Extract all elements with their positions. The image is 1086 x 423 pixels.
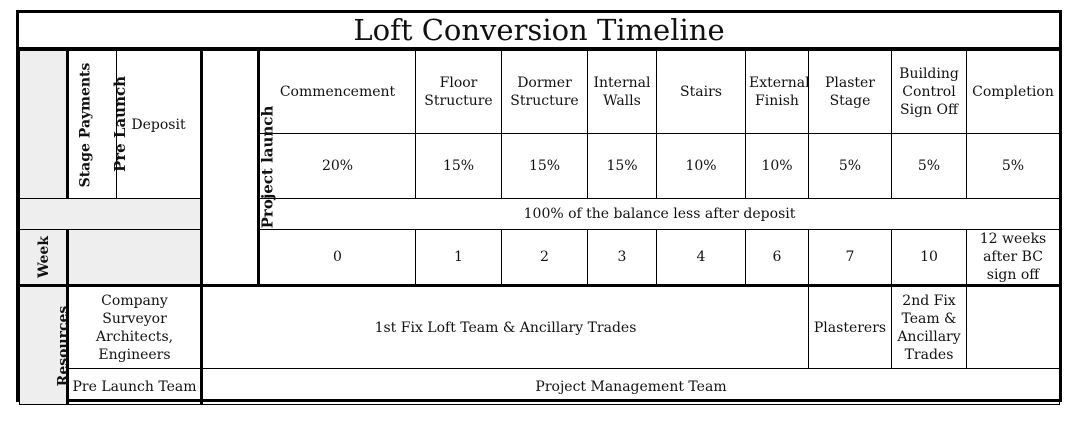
stage-names-row — [20, 51, 1060, 134]
pre-launch-label: Pre Launch — [111, 75, 130, 173]
week-internal-walls: 3 — [588, 230, 657, 286]
stage-payments-label-cell — [20, 51, 94, 199]
stage-name-external-finish: External Finish — [746, 51, 809, 134]
week-label-cell — [20, 230, 68, 286]
week-completion: 12 weeks after BC sign off — [967, 230, 1060, 286]
payment-dormer-structure: 15% — [502, 134, 588, 199]
teams-row — [20, 369, 1060, 405]
balance-row — [20, 199, 1060, 230]
deposit-cell: Deposit — [117, 51, 202, 199]
page-title: Loft Conversion Timeline — [19, 13, 1059, 50]
week-plaster-stage: 7 — [809, 230, 892, 286]
project-management-team-cell: Project Management Team — [202, 369, 1060, 405]
first-fix-team-cell: 1st Fix Loft Team & Ancillary Trades — [202, 286, 809, 369]
plasterers-cell: Plasterers — [809, 286, 892, 369]
timeline-sheet — [16, 10, 1062, 402]
balance-note: 100% of the balance less after deposit — [259, 199, 1060, 230]
stage-name-building-control: Building Control Sign Off — [892, 51, 967, 134]
pre-launch-team-cell: Pre Launch Team — [68, 369, 202, 405]
payment-plaster-stage: 5% — [809, 134, 892, 199]
project-launch-label: Project launch — [258, 105, 277, 229]
stage-name-completion: Completion — [967, 51, 1060, 134]
week-spacer — [68, 230, 202, 286]
second-fix-team-cell: 2nd Fix Team & Ancillary Trades — [892, 286, 967, 369]
week-commencement: 0 — [259, 230, 416, 286]
design-team-cell: Company Surveyor Architects, Engineers — [68, 286, 202, 369]
payment-stairs: 10% — [657, 134, 746, 199]
week-dormer-structure: 2 — [502, 230, 588, 286]
stage-payments-label: Stage Payments — [77, 62, 94, 187]
stage-name-stairs: Stairs — [657, 51, 746, 134]
payment-completion: 5% — [967, 134, 1060, 199]
payment-building-control: 5% — [892, 134, 967, 199]
week-floor-structure: 1 — [416, 230, 502, 286]
timeline-table — [19, 50, 1060, 405]
stage-name-dormer-structure: Dormer Structure — [502, 51, 588, 134]
stage-name-floor-structure: Floor Structure — [416, 51, 502, 134]
week-external-finish: 6 — [746, 230, 809, 286]
stage-name-internal-walls: Internal Walls — [588, 51, 657, 134]
completion-resource-cell — [967, 286, 1060, 369]
payment-external-finish: 10% — [746, 134, 809, 199]
stage-name-commencement: Commencement — [259, 51, 416, 134]
week-building-control: 10 — [892, 230, 967, 286]
resources-label: Resources — [55, 305, 72, 386]
resources-label-cell — [20, 286, 72, 405]
payment-floor-structure: 15% — [416, 134, 502, 199]
week-label: Week — [36, 235, 53, 279]
payment-commencement: 20% — [259, 134, 416, 199]
stage-name-plaster-stage: Plaster Stage — [809, 51, 892, 134]
week-stairs: 4 — [657, 230, 746, 286]
week-row — [20, 230, 1060, 286]
balance-spacer — [20, 199, 202, 230]
project-launch-label-cell — [202, 51, 277, 286]
resources-row — [20, 286, 1060, 369]
payment-internal-walls: 15% — [588, 134, 657, 199]
